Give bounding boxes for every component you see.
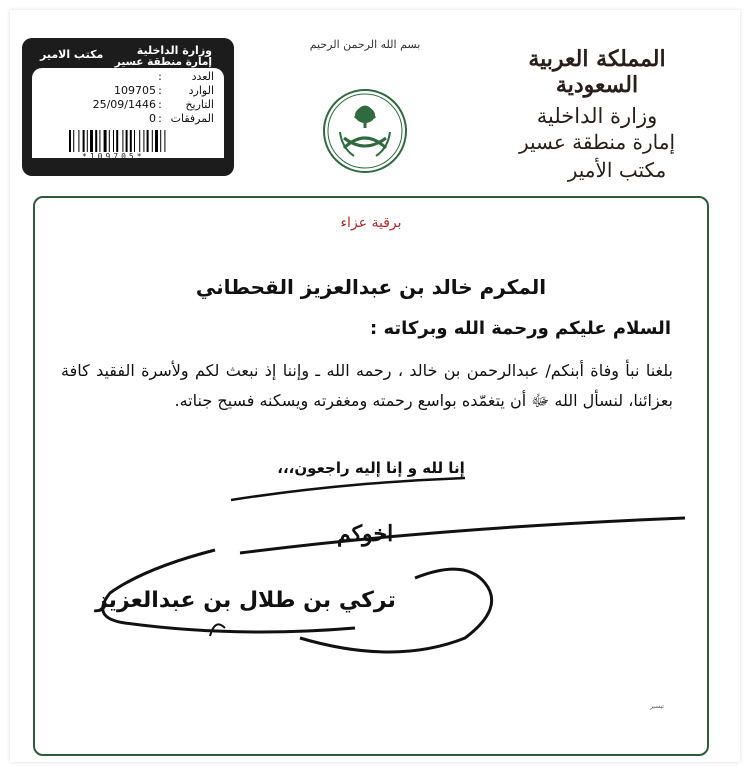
stamp-ministry: وزارة الداخلية [136,44,212,57]
stamp-row-number: العدد: [158,70,214,83]
condolence-body: بلغنا نبأ وفاة أبنكم/ عبدالرحمن بن خالد ، رحمه الله ـ وإننا إذ نبعث لكم ولأسرة الفقيد كافة بعزائنا، لنسأل الله ﷻ أن يتغمّده بواسع رحمته ومغفرته ويسكنه فسيح جناته. [61,361,673,410]
incoming-stamp-label [22,38,234,176]
footer-mark: تيسير [650,703,664,710]
ministry-title: وزارة الداخلية [536,104,658,128]
recipient: المكرم خالد بن عبدالعزيز القحطاني [195,275,547,299]
closing-verse: إنا لله و إنا إليه راجعون،،، [277,459,465,477]
stamp-office: مكتب الامير [40,48,104,61]
stamp-row-date: التاريخ:25/09/1446 [92,98,214,111]
telegram-type: برقية عزاء [340,215,402,231]
bismillah: بسم الله الرحمن الرحيم [309,38,421,51]
barcode-number: *109705* [82,152,145,161]
kingdom-title: المملكة العربية السعودية [528,46,666,98]
stamp-region: إمارة منطقة عسير [114,56,212,68]
letterhead [492,46,702,182]
signature-title: اخوكم [337,521,394,547]
greeting: السلام عليكم ورحمة الله وبركاته : [370,318,671,339]
barcode-icon [67,130,215,152]
telegram-frame [33,196,709,756]
stamp-row-incoming: الوارد:109705 [114,84,214,97]
stamp-row-attachments: المرفقات:0 [149,112,214,125]
office-title: مكتب الأمير [567,158,667,182]
region-title: إمارة منطقة عسير [518,130,676,154]
saudi-emblem-icon [322,88,408,174]
stamp-header [32,42,224,68]
signer-name: تركي بن طلال بن عبدالعزيز [95,588,396,613]
